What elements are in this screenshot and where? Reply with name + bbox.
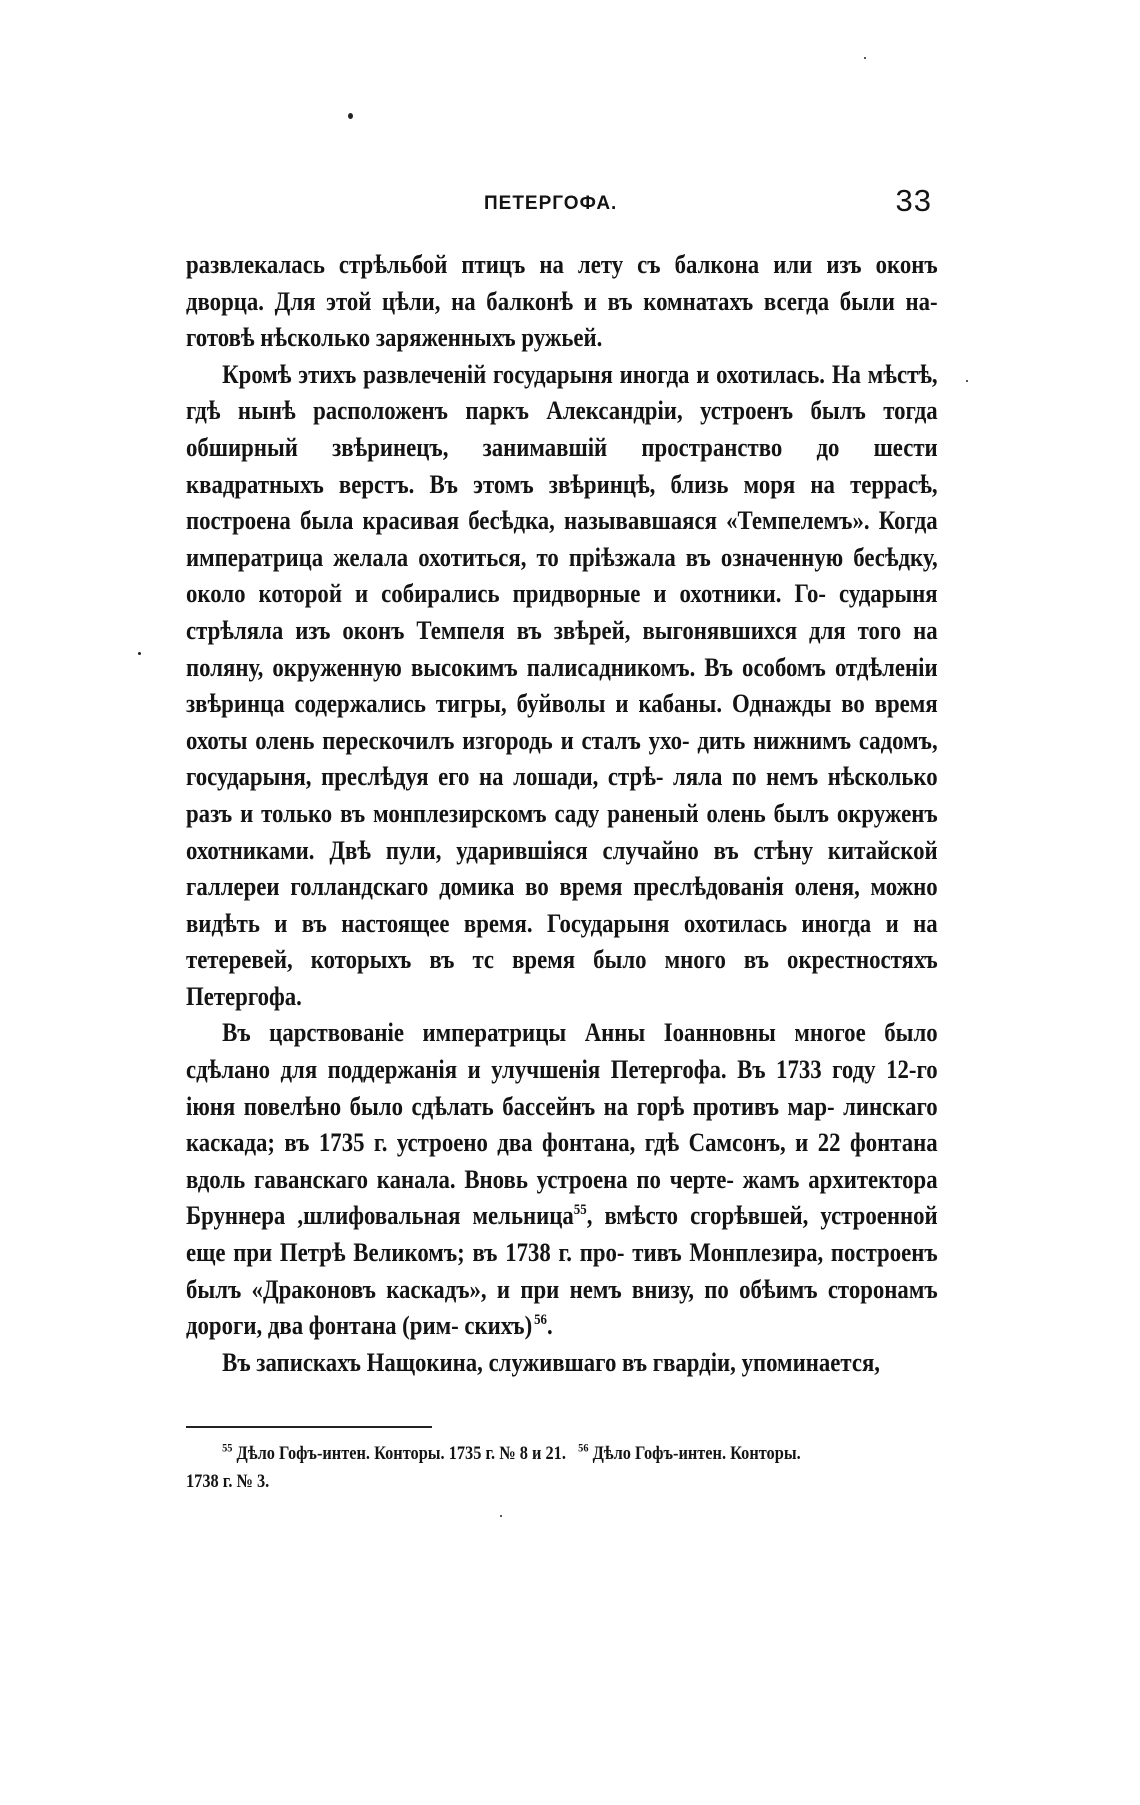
- text-line: сгорѣвшей, устроенной еще при Петрѣ Великомъ; въ 1738 г. про-: [186, 1200, 938, 1268]
- text-line: особомъ отдѣленіи звѣринца содержались тигры, буйволы и кабаны.: [186, 651, 938, 719]
- ink-speck: [966, 380, 968, 382]
- text-line: , вмѣсто: [586, 1200, 679, 1231]
- text-line: сударыня стрѣляла изъ оконъ Темпеля въ звѣрей, выгонявшихся: [186, 578, 938, 645]
- main-text: [186, 246, 938, 1380]
- end-punctuation: .: [546, 1310, 553, 1341]
- paragraph-1: [186, 246, 938, 356]
- page-number: 33: [895, 183, 932, 218]
- paragraph-4: [186, 1344, 938, 1381]
- text-line: время было много въ окрестностяхъ Петергофа.: [186, 944, 938, 1011]
- footnotes: [186, 1440, 938, 1496]
- text-line: сдѣлано для поддержанія и улучшенія Петергофа. Въ 1733 году: [186, 1054, 876, 1085]
- text-line: квадратныхъ верстъ. Въ этомъ звѣринцѣ, близь моря на террасѣ,: [186, 468, 938, 499]
- text-line: случайно въ стѣну китайской галлереи голландскаго домика во: [186, 834, 938, 902]
- text-line: ляла по немъ нѣсколько разъ и только въ монплезирскомъ саду: [186, 761, 938, 828]
- text-line: Въ царствованіе императрицы Анны Іоанновны многое было: [222, 1017, 938, 1048]
- text-line: дворца. Для этой цѣли, на балконѣ и въ комнатахъ всегда были: [186, 285, 895, 316]
- text-line: Государыня охотилась иногда и на тетеревей, которыхъ въ тс: [186, 907, 938, 975]
- paragraph-2: [186, 356, 938, 1015]
- text-line: линскаго каскада; въ 1735 г. устроено два фонтана, гдѣ Самсонъ,: [186, 1090, 938, 1158]
- text-line: развлекалась стрѣльбой птицъ на лету съ балкона или изъ оконъ: [186, 249, 938, 279]
- text-line: тогда обширный звѣринецъ, занимавшій пространство до шести: [186, 395, 938, 462]
- text-line: и 22 фонтана вдоль гаванскаго канала. Вновь устроена по черте-: [186, 1127, 938, 1194]
- footnote-ref-56[interactable]: 56: [534, 1312, 547, 1329]
- paragraph-3: [186, 1014, 938, 1343]
- ink-speck: [864, 57, 866, 59]
- footnote-text-56: Дѣло Гофъ-интен. Конторы.: [592, 1443, 801, 1464]
- text-line: 12-го іюня повелѣно было сдѣлать бассейнъ на горѣ противъ мар-: [186, 1054, 938, 1121]
- footnote-line: [186, 1440, 938, 1468]
- text-line: тивъ Монплезира, построенъ былъ «Драконовъ каскадъ», и при: [186, 1237, 938, 1304]
- footnote-number-55: 55: [222, 1440, 233, 1455]
- footnote-line: [186, 1468, 938, 1496]
- ink-speck: [138, 652, 141, 655]
- footnote-text-55: Дѣло Гофъ-интен. Конторы. 1735 г. № 8 и 21.: [236, 1443, 566, 1464]
- text-line: мѣстѣ, гдѣ нынѣ расположенъ паркъ Александріи, устроенъ былъ: [186, 358, 938, 426]
- text-line: дить нижнимъ садомъ, государыня, преслѣдуя его на лошади, стрѣ-: [186, 724, 938, 792]
- text-line: Въ запискахъ Нащокина, служившаго въ гвардіи, упоминается,: [222, 1346, 880, 1377]
- ink-speck: [500, 1515, 502, 1517]
- ink-speck: [348, 113, 353, 119]
- footnote-ref-55[interactable]: 55: [573, 1202, 587, 1219]
- footnote-divider: [186, 1426, 432, 1428]
- text-line: на-готовѣ нѣсколько заряженныхъ ружьей.: [186, 285, 938, 353]
- text-line: бесѣдку, около которой и собирались придворные и охотники. Го-: [186, 541, 938, 609]
- footnote-number-56: 56: [578, 1440, 589, 1455]
- text-line: построена была красивая бесѣдка, называвшаяся «Темпелемъ».: [186, 505, 870, 536]
- text-line: раненый олень былъ окруженъ охотниками. Двѣ пули, ударившіяся: [186, 797, 938, 865]
- text-line: жамъ архитектора Бруннера ,шлифовальная мельница: [186, 1163, 938, 1231]
- text-line: скихъ): [464, 1310, 533, 1341]
- running-head: [186, 183, 938, 221]
- footnote-text-56-continued: 1738 г. № 3.: [186, 1471, 270, 1492]
- text-line: для того на поляну, окруженную высокимъ палисадникомъ. Въ: [186, 614, 938, 682]
- text-line: Однажды во время охоты олень перескочилъ изгородь и сталъ ухо-: [186, 688, 938, 755]
- text-line: время преслѣдованія оленя, можно видѣть и въ настоящее время.: [186, 871, 938, 938]
- text-line: Кромѣ этихъ развлеченій государыня иногда и охотилась. На: [222, 358, 861, 389]
- text-line: немъ внизу, по обѣимъ сторонамъ дороги, два фонтана (рим-: [186, 1273, 938, 1341]
- text-line: Когда императрица желала охотиться, то пріѣзжала въ означенную: [186, 505, 938, 572]
- running-title: ПЕТЕРГОФА.: [484, 193, 618, 214]
